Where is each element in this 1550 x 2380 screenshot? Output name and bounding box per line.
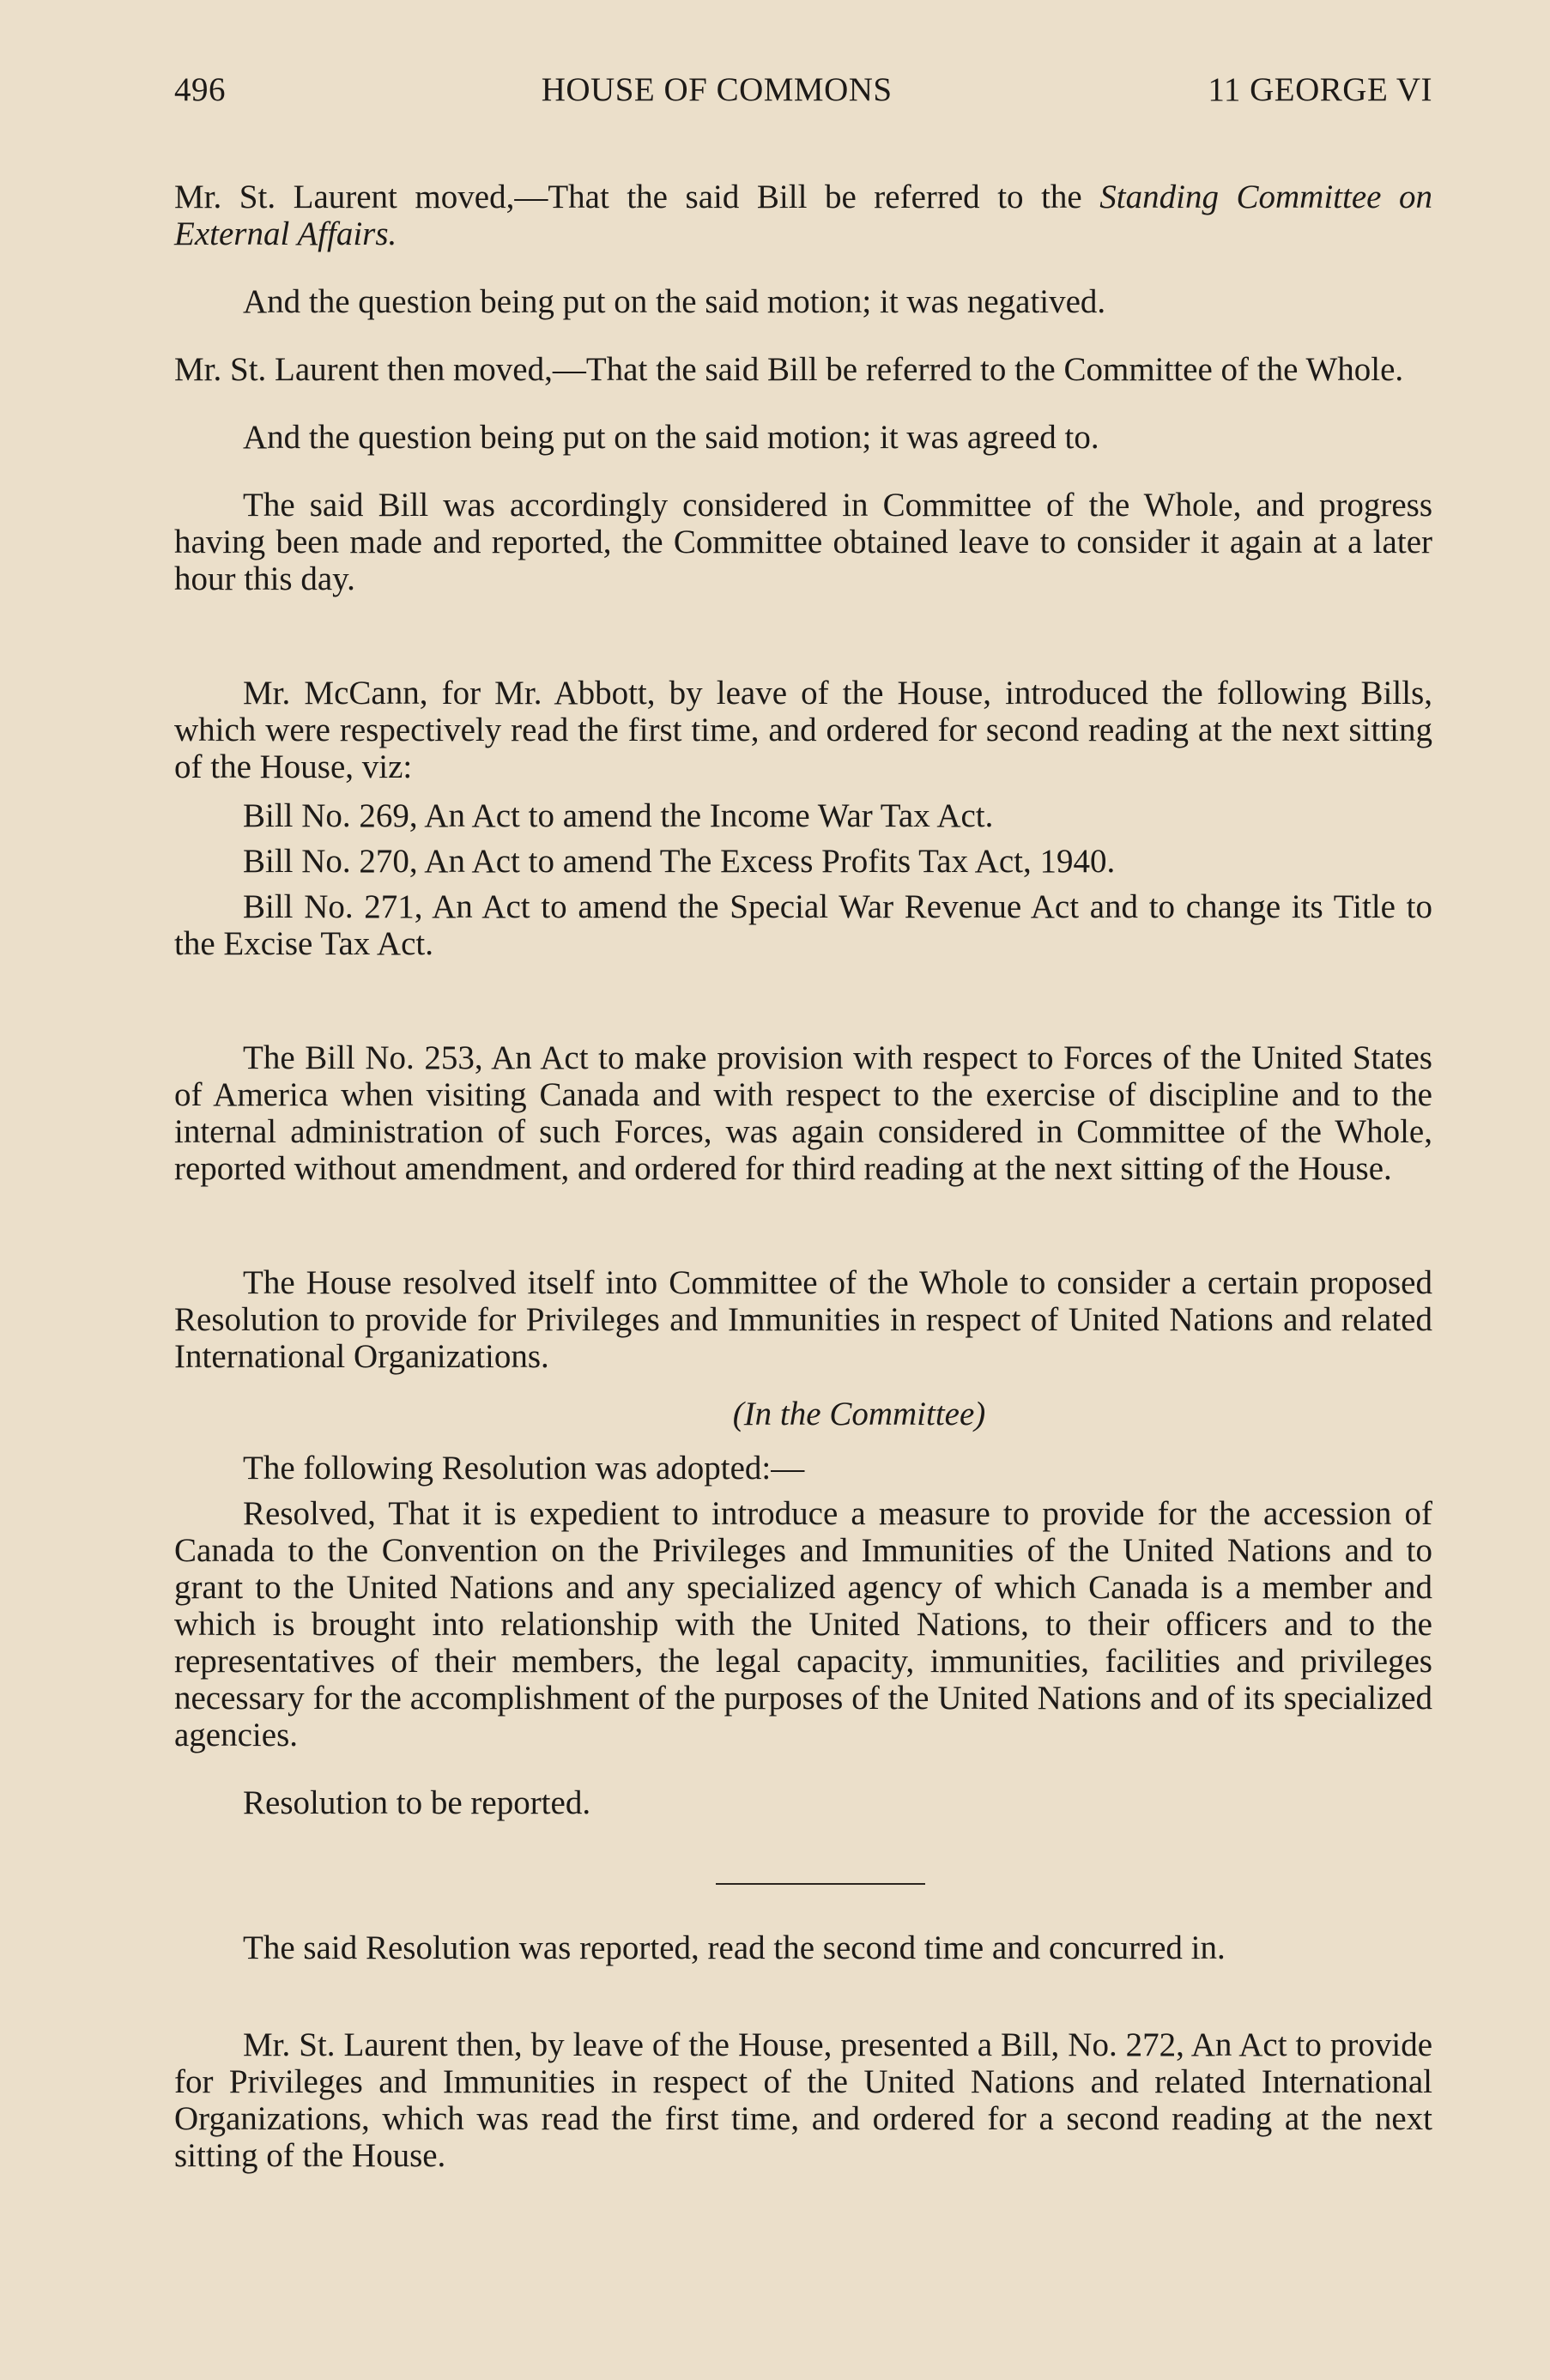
committee-name: Standing Committee on External Affairs. [174,179,1433,252]
paragraph-bill-253: The Bill No. 253, An Act to make provision with respect to Forces of the United States of America when visiting Canada and with respect to the exercise of discipline and to the internal administration of such Forces, was again considered in Committee of the Whole, reported without amendment, and ordered for third reading at the next sitting of the House. [174,1039,1432,1187]
paragraph-negatived: And the question being put on the said motion; it was negatived. [243,283,1106,320]
paragraph-resolution-concurred: The said Resolution was reported, read the second time and concurred in. [243,1929,1226,1966]
list-item: Bill No. 270, An Act to amend The Excess Profits Tax Act, 1940. [243,843,1116,880]
list-item: Bill No. 269, An Act to amend the Income War Tax Act. [243,797,994,834]
paragraph-resolved: Resolved, That it is expedient to introduce a measure to provide for the accession of Canada to the Convention on the Privileges and Immunities of the United Nations and to grant to the United Nations and any specialized agency of which Canada is a member and which is brought into relationship with the United Nations, to their officers and to the representatives of their members, the legal capacity, immunities, facilities and privileges necessary for the accomplishment of the purposes of the United Nations and of its specialized agencies. [174,1495,1432,1753]
paragraph-text: Mr. St. Laurent moved,—That the said Bill be referred to the [174,179,1100,215]
committee-heading: (In the Committee) [732,1396,986,1432]
list-item: Bill No. 271, An Act to amend the Special War Revenue Act and to change its Title to the Excise Tax Act. [174,888,1432,962]
paragraph-bill-272: Mr. St. Laurent then, by leave of the House, presented a Bill, No. 272, An Act to provide for Privileges and Immunities in respect of the United Nations and related International Organizations, which was read the first time, and ordered for a second reading at the next sitting of the House. [174,2026,1432,2174]
running-head [174,69,1432,112]
paragraph-bills-introduced: Mr. McCann, for Mr. Abbott, by leave of the House, introduced the following Bills, which were respectively read the first time, and ordered for second reading at the next sitting of the House, viz: [174,675,1432,785]
paragraph-committee-progress: The said Bill was accordingly considered in Committee of the Whole, and progress having been made and reported, the Committee obtained leave to consider it again at a later hour this day. [174,487,1432,597]
journal-title: HOUSE OF COMMONS [541,71,893,108]
journal-body [174,179,1432,2174]
paragraph-house-resolved: The House resolved itself into Committee of the Whole to consider a certain proposed Resolution to provide for Privileges and Immunities in respect of United Nations and related International Organizations. [174,1264,1432,1375]
paragraph-agreed: And the question being put on the said motion; it was agreed to. [243,419,1099,456]
reign-label: 11 GEORGE VI [1208,71,1432,108]
page-number: 496 [174,71,226,108]
paragraph-motion-refer-whole: Mr. St. Laurent then moved,—That the said Bill be referred to the Committee of the Whole. [174,351,1404,388]
paragraph-to-be-reported: Resolution to be reported. [243,1784,591,1821]
paragraph-motion-refer-standing [174,179,1432,252]
bill-list [174,797,1432,962]
paragraph-resolution-adopted: The following Resolution was adopted:— [243,1450,805,1487]
section-divider [716,1883,925,1885]
